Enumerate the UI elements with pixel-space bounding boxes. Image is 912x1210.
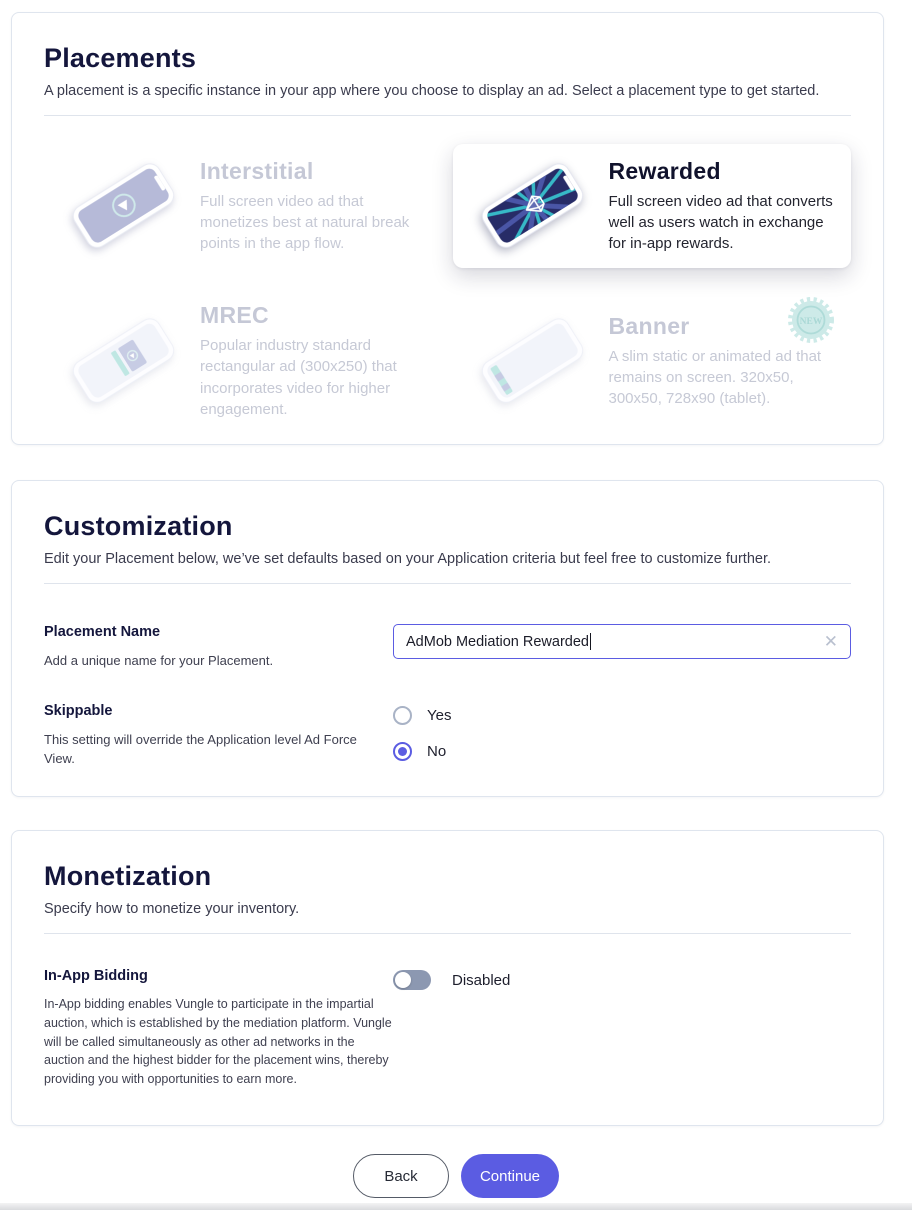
tile-text	[609, 158, 838, 255]
tile-description: Popular industry standard rectangular ad (300x250) that incorporates video for higher engagement.	[200, 337, 397, 418]
continue-button[interactable]: Continue	[461, 1154, 559, 1198]
placement-type-banner[interactable]	[453, 294, 852, 428]
monetization-subtitle: Specify how to monetize your inventory.	[44, 901, 300, 917]
tile-title: Rewarded	[608, 157, 721, 184]
placement-name-value: AdMob Mediation Rewarded	[406, 633, 589, 650]
skippable-labels	[44, 703, 393, 769]
tile-title: MREC	[200, 302, 269, 328]
customization-card	[11, 480, 884, 797]
tile-title: Banner	[608, 312, 690, 339]
placement-name-row	[44, 624, 851, 671]
customization-title: Customization	[44, 511, 233, 541]
placements-card	[11, 12, 884, 445]
tile-title: Interstitial	[200, 157, 314, 184]
radio-label: No	[427, 742, 447, 760]
toggle-knob	[395, 972, 411, 988]
in-app-bidding-control	[393, 968, 510, 990]
tile-text	[200, 302, 429, 420]
placements-title: Placements	[44, 43, 197, 73]
monetization-card	[11, 830, 884, 1126]
placement-type-mrec[interactable]	[44, 294, 443, 428]
placement-type-grid	[44, 144, 851, 428]
skippable-label: Skippable	[44, 702, 113, 719]
clear-input-icon[interactable]: ✕	[823, 632, 838, 651]
placement-name-label: Placement Name	[44, 624, 161, 640]
new-badge-icon	[787, 296, 835, 344]
in-app-bidding-row	[44, 968, 851, 1089]
in-app-bidding-help: In-App bidding enables Vungle to participate in the impartial auction, which is established by the mediation platform. Vungle will be called simultaneously as other ad networks in the auction and the highest bidder for the placement wins, thereby providing you with opportunities to earn more.	[44, 997, 392, 1086]
tile-text	[200, 158, 429, 255]
skippable-radio-group	[393, 703, 451, 761]
in-app-bidding-toggle[interactable]	[393, 970, 431, 990]
interstitial-phone-icon	[58, 152, 186, 260]
banner-phone-icon	[467, 307, 595, 415]
radio-circle-icon	[393, 742, 412, 761]
radio-label: Yes	[427, 706, 452, 724]
monetization-title: Monetization	[44, 861, 212, 891]
placements-subtitle: A placement is a specific instance in your app where you choose to display an ad. Select a placement type to get started.	[44, 83, 820, 99]
tile-description: Full screen video ad that monetizes best at natural break points in the app flow.	[200, 192, 410, 253]
divider	[44, 115, 851, 116]
in-app-bidding-labels	[44, 968, 393, 1089]
placement-name-help: Add a unique name for your Placement.	[44, 653, 274, 668]
divider	[44, 933, 851, 934]
radio-circle-icon	[393, 706, 412, 725]
placement-name-labels	[44, 624, 393, 671]
placement-name-input[interactable]	[393, 624, 851, 659]
divider	[44, 583, 851, 584]
footer-actions	[0, 1154, 912, 1198]
skippable-help: This setting will override the Application level Ad Force View.	[44, 731, 357, 766]
in-app-bidding-state: Disabled	[452, 971, 511, 989]
customization-subtitle: Edit your Placement below, we’ve set defaults based on your Application criteria but feel free to customize further.	[44, 551, 772, 567]
placement-type-interstitial[interactable]	[44, 144, 443, 268]
placement-type-rewarded[interactable]	[453, 144, 852, 268]
in-app-bidding-label: In-App Bidding	[44, 968, 148, 984]
text-cursor	[590, 633, 592, 650]
skippable-option-yes[interactable]	[393, 706, 451, 725]
mrec-phone-icon	[58, 307, 186, 415]
skippable-option-no[interactable]	[393, 742, 451, 761]
tile-description: Full screen video ad that converts well as users watch in exchange for in-app rewards.	[608, 192, 833, 253]
tile-description: A slim static or animated ad that remains on screen. 320x50, 300x50, 728x90 (tablet).	[608, 347, 822, 408]
svg-text:NEW: NEW	[799, 317, 823, 327]
back-button[interactable]: Back	[353, 1154, 449, 1198]
skippable-row	[44, 703, 851, 769]
rewarded-phone-icon	[467, 152, 595, 260]
viewport-bottom-edge	[0, 1203, 912, 1210]
